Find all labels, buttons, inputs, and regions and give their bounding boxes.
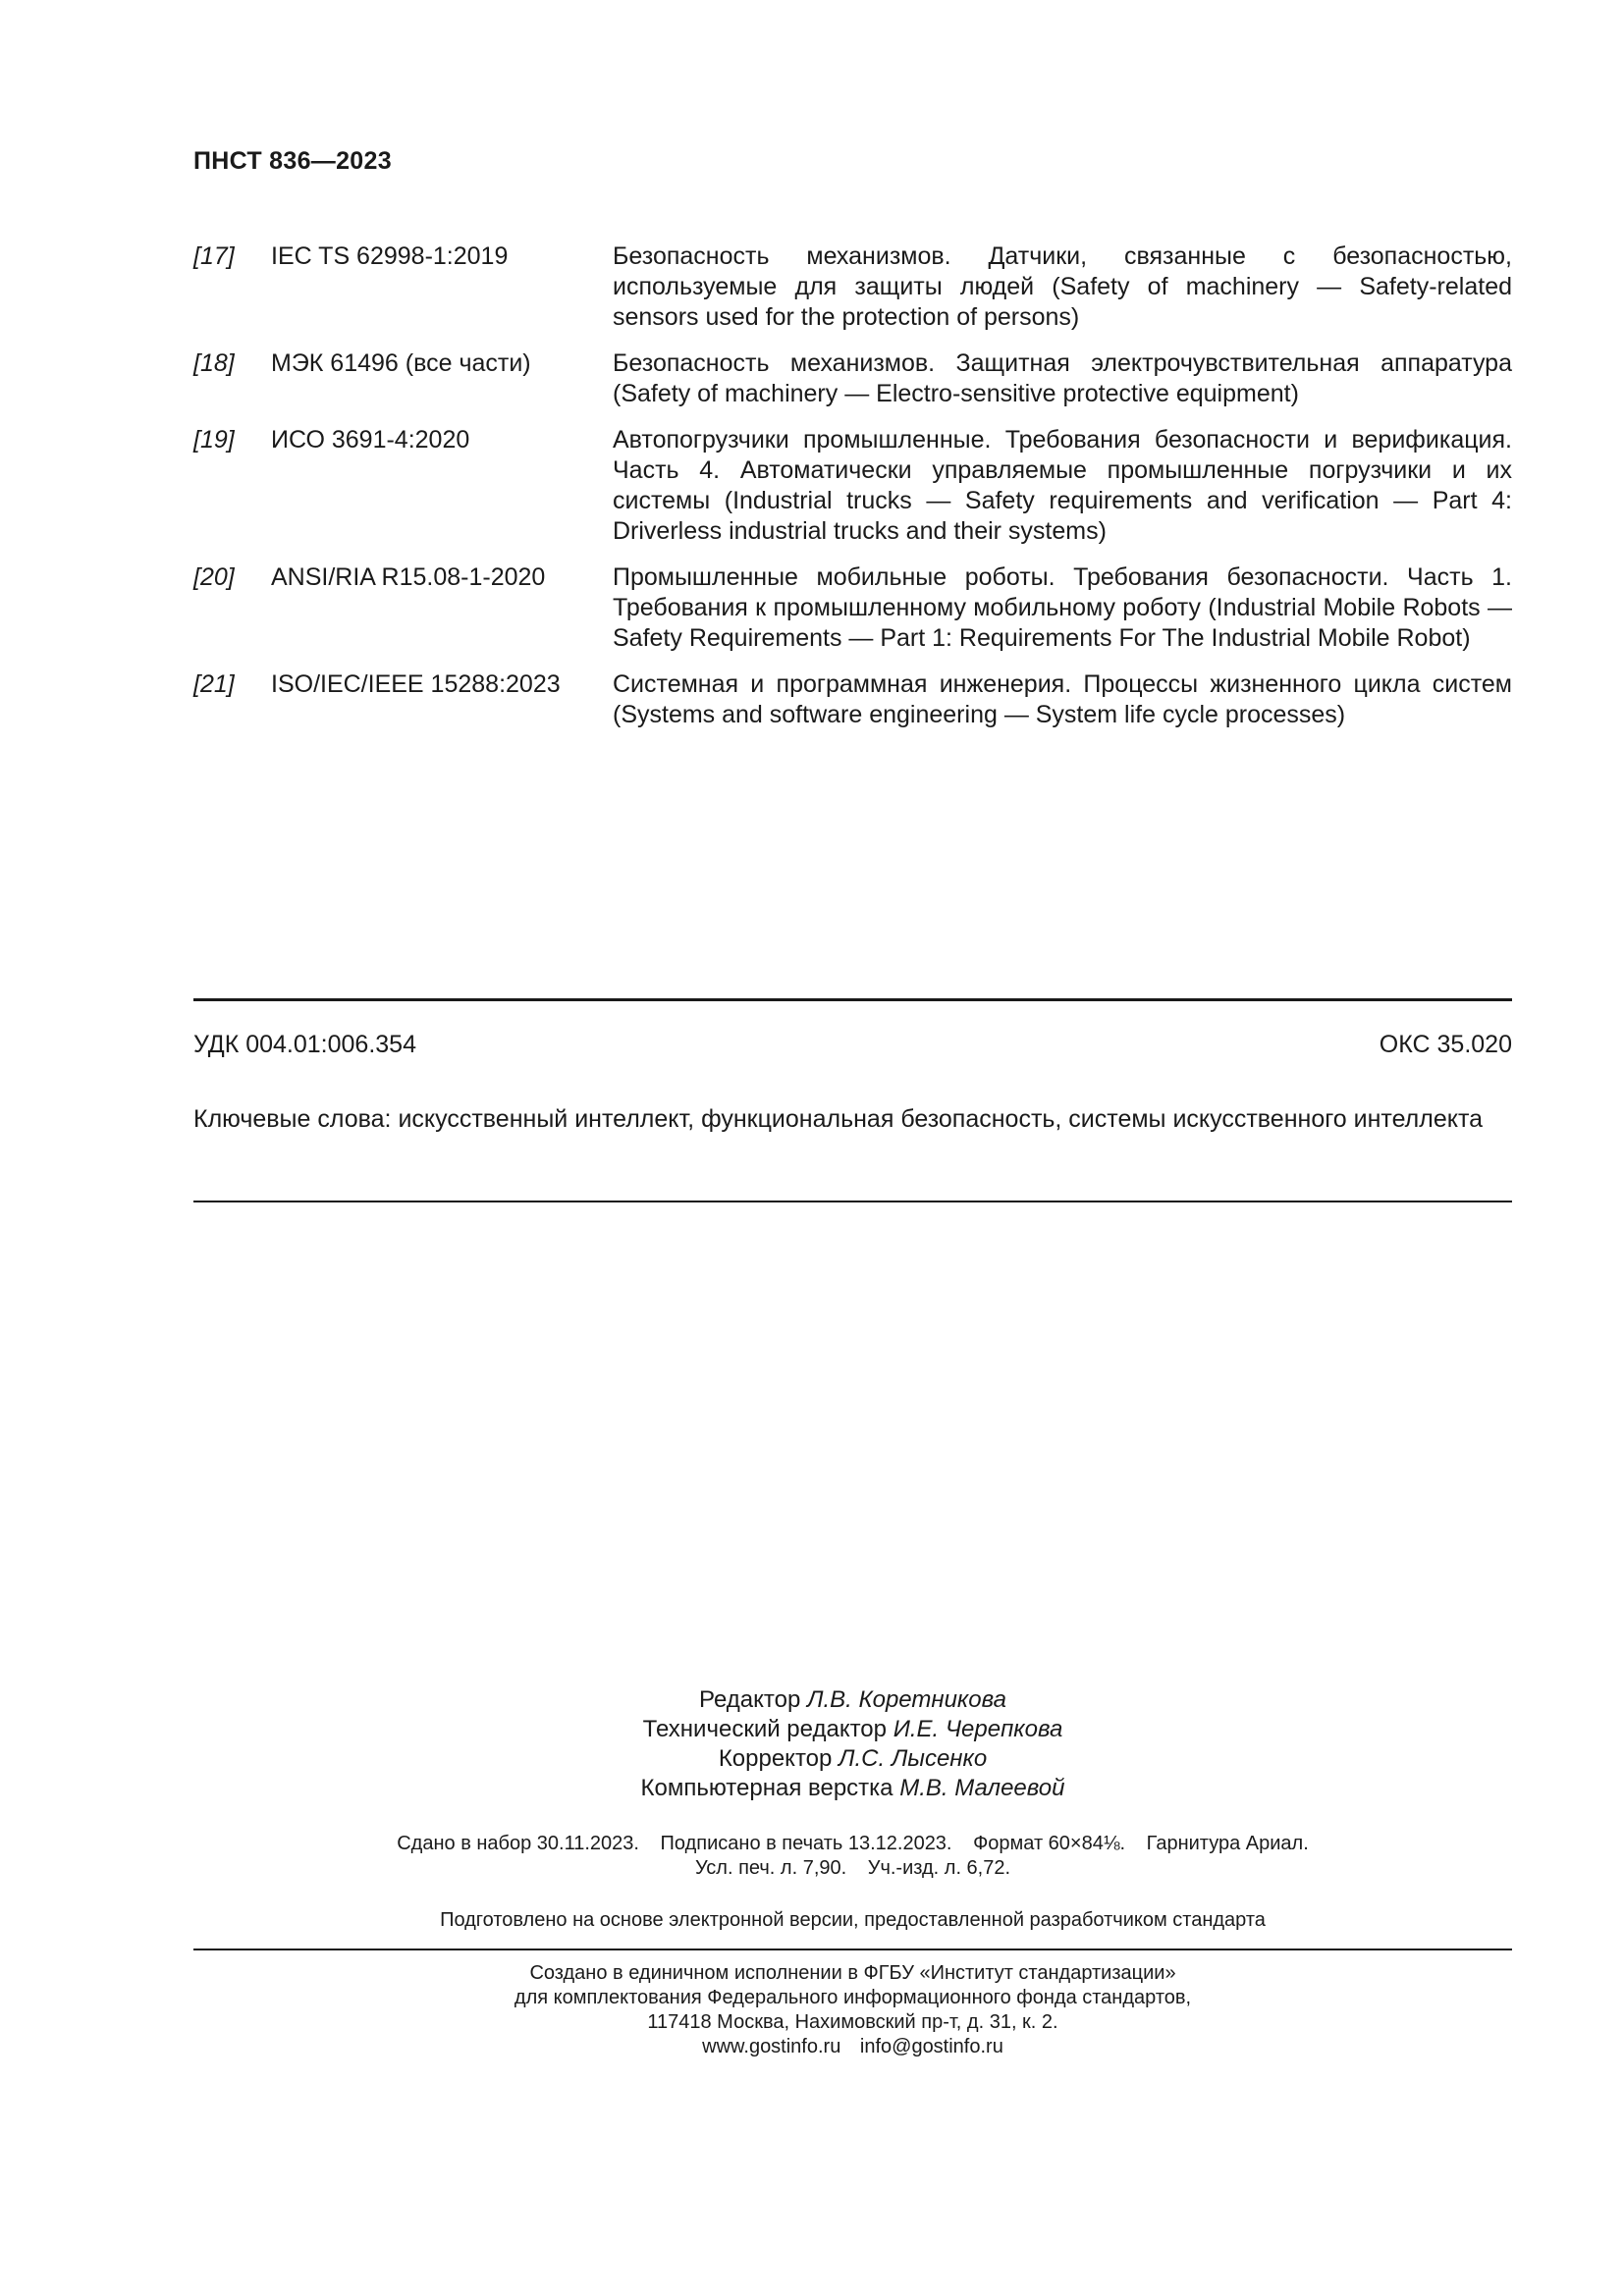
bibliography-description: Автопогрузчики промышленные. Требования безопасности и верификация. Часть 4. Автоматически управляемые промышленные погрузчики и их системы (Industrial trucks — Safety requirements and verification — Part 4: Driverless industrial trucks and their systems) bbox=[613, 426, 1512, 545]
email-link[interactable]: info@gostinfo.ru bbox=[859, 2036, 1003, 2057]
bibliography-entry bbox=[193, 348, 1512, 409]
classification-row bbox=[193, 1031, 1512, 1059]
credit-name: И.Е. Черепкова bbox=[893, 1716, 1063, 1742]
print-info-line bbox=[193, 1832, 1512, 1856]
created-line: для комплектования Федерального информационного фонда стандартов, bbox=[514, 1987, 1192, 2008]
bibliography-number: [19] bbox=[193, 426, 235, 454]
udc-code: УДК 004.01:006.354 bbox=[193, 1031, 416, 1058]
credit-role: Корректор bbox=[718, 1745, 833, 1772]
typeface: Гарнитура Ариал. bbox=[1146, 1833, 1309, 1854]
bibliography-entry bbox=[193, 241, 1512, 333]
bibliography-description: Безопасность механизмов. Датчики, связанные с безопасностью, используемые для защиты людей (Safety of machinery — Safety-related sensors used for the protection of persons) bbox=[613, 242, 1512, 331]
credit-line bbox=[193, 1685, 1512, 1715]
bibliography-number: [17] bbox=[193, 242, 235, 270]
created-line: 117418 Москва, Нахимовский пр-т, д. 31, к. 2. bbox=[647, 2011, 1058, 2033]
created-line: Создано в единичном исполнении в ФГБУ «Институт стандартизации» bbox=[529, 1962, 1176, 1984]
bibliography-description: Безопасность механизмов. Защитная электрочувствительная аппаратура (Safety of machinery — Electro-sensitive protective equipment) bbox=[613, 349, 1512, 407]
credit-name: М.В. Малеевой bbox=[899, 1775, 1065, 1801]
bibliography-list bbox=[193, 241, 1512, 746]
bibliography-entry bbox=[193, 425, 1512, 547]
print-info bbox=[193, 1832, 1512, 1881]
publisher-sheets: Уч.-изд. л. 6,72. bbox=[867, 1857, 1011, 1879]
bibliography-code: ISO/IEC/IEEE 15288:2023 bbox=[271, 670, 561, 698]
bibliography-entry bbox=[193, 562, 1512, 654]
bibliography-description: Промышленные мобильные роботы. Требования безопасности. Часть 1. Требования к промышленному мобильному роботу (Industrial Mobile Robots — Safety Requirements — Part 1: Requirements For The Industrial Mobile Robot) bbox=[613, 563, 1512, 652]
credit-role: Технический редактор bbox=[642, 1716, 888, 1742]
bibliography-code: IEC TS 62998-1:2019 bbox=[271, 242, 509, 270]
bibliography-number: [20] bbox=[193, 563, 235, 591]
printed-sheets: Усл. печ. л. 7,90. bbox=[694, 1857, 847, 1879]
bibliography-number: [21] bbox=[193, 670, 235, 698]
website-link[interactable]: www.gostinfo.ru bbox=[702, 2036, 841, 2057]
keywords: Ключевые слова: искусственный интеллект, функциональная безопасность, системы искусственного интеллекта bbox=[193, 1105, 1484, 1133]
top-divider bbox=[193, 998, 1512, 1001]
bibliography-code: МЭК 61496 (все части) bbox=[271, 349, 531, 377]
signed-date: Подписано в печать 13.12.2023. bbox=[660, 1833, 952, 1854]
credit-line bbox=[193, 1774, 1512, 1803]
paper-format: Формат 60×84⅛. bbox=[973, 1833, 1126, 1854]
bibliography-entry bbox=[193, 669, 1512, 730]
credit-role: Компьютерная верстка bbox=[640, 1775, 893, 1801]
bibliography-number: [18] bbox=[193, 349, 235, 377]
credit-line bbox=[193, 1715, 1512, 1744]
prepared-note: Подготовлено на основе электронной версии, предоставленной разработчиком стандарта bbox=[440, 1909, 1266, 1931]
credit-role: Редактор bbox=[699, 1686, 801, 1713]
credits-block bbox=[193, 1685, 1512, 1803]
contact-line bbox=[193, 2035, 1512, 2059]
created-block bbox=[193, 1961, 1512, 2059]
document-designation: ПНСТ 836—2023 bbox=[193, 147, 392, 175]
credit-name: Л.С. Лысенко bbox=[839, 1745, 988, 1772]
print-info-line bbox=[193, 1856, 1512, 1881]
submitted-date: Сдано в набор 30.11.2023. bbox=[397, 1833, 639, 1854]
bibliography-code: ANSI/RIA R15.08-1-2020 bbox=[271, 563, 546, 591]
keywords-divider bbox=[193, 1201, 1512, 1202]
oks-code: ОКС 35.020 bbox=[1379, 1031, 1512, 1058]
credit-name: Л.В. Коретникова bbox=[807, 1686, 1006, 1713]
bibliography-code: ИСО 3691-4:2020 bbox=[271, 426, 470, 454]
credit-line bbox=[193, 1744, 1512, 1774]
bottom-divider bbox=[193, 1949, 1512, 1950]
bibliography-description: Системная и программная инженерия. Процессы жизненного цикла систем (Systems and software engineering — System life cycle processes) bbox=[613, 670, 1512, 728]
